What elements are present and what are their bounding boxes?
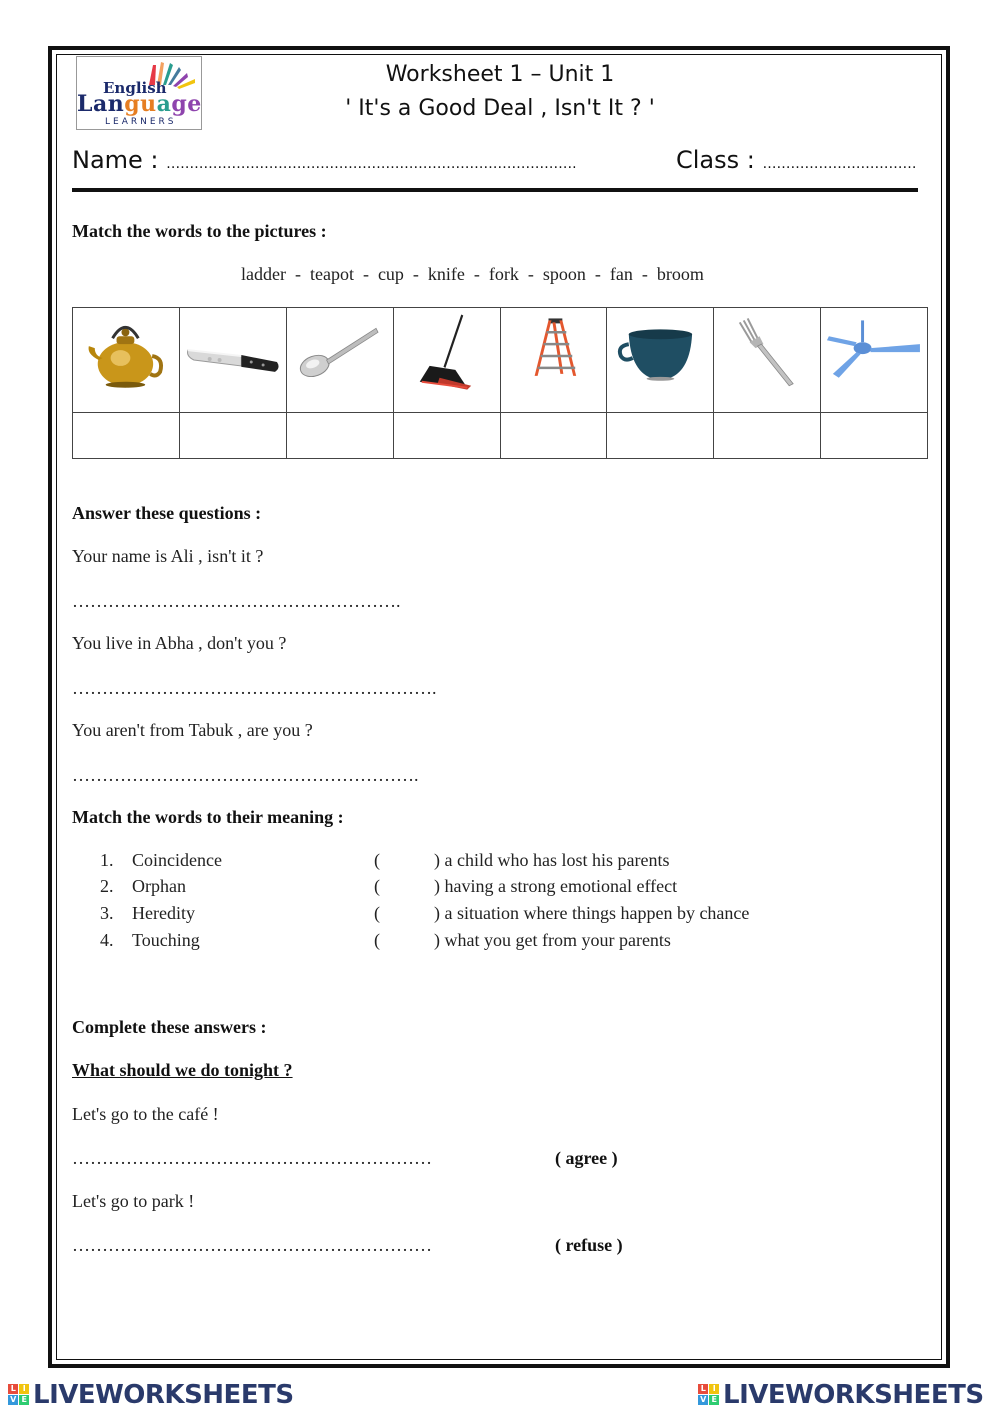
english-language-learners-logo (76, 56, 202, 130)
liveworksheets-logo-left (8, 1380, 294, 1410)
answer-line-1[interactable]: ………………………………………………. (72, 591, 401, 611)
section-complete-answers-heading: Complete these answers : (72, 1017, 267, 1037)
answer-cell[interactable] (821, 413, 928, 459)
reply-line-1[interactable]: …………………………………………………… (72, 1148, 432, 1168)
brand-text: LIVEWORKSHEETS (723, 1380, 984, 1410)
item-number: 2. (100, 876, 114, 896)
logo-line1: English (103, 79, 167, 97)
item-word: Orphan (132, 876, 186, 896)
section-match-meaning-heading: Match the words to their meaning : (72, 807, 344, 827)
answer-cell[interactable] (286, 413, 393, 459)
answer-cell[interactable] (607, 413, 714, 459)
suggestion-1: Let's go to the café ! (72, 1104, 219, 1124)
name-label: Name : (72, 146, 159, 174)
picture-cell (714, 308, 821, 413)
item-paren[interactable]: ( (374, 876, 380, 896)
answer-cell[interactable] (714, 413, 821, 459)
hint-refuse: ( refuse ) (555, 1235, 623, 1255)
item-word: Coincidence (132, 850, 222, 870)
liveworksheets-icon: L I V E (698, 1384, 720, 1406)
header-divider (72, 188, 918, 192)
item-meaning: ) a child who has lost his parents (434, 850, 670, 870)
logo-line2: Language (77, 91, 202, 117)
picture-cell (821, 308, 928, 413)
question-2: You live in Abha , don't you ? (72, 633, 287, 653)
picture-cell (500, 308, 607, 413)
section-complete-answers-subheading: What should we do tonight ? (72, 1060, 293, 1080)
brand-text: LIVEWORKSHEETS (33, 1380, 294, 1410)
picture-cell (393, 308, 500, 413)
item-number: 3. (100, 903, 114, 923)
liveworksheets-logo-right (698, 1380, 984, 1410)
item-paren[interactable]: ( (374, 850, 380, 870)
answer-line-3[interactable]: …………………………………………………. (72, 765, 419, 785)
worksheet-title: Worksheet 1 – Unit 1 (385, 62, 615, 87)
picture-cell (179, 308, 286, 413)
item-word: Touching (132, 930, 200, 950)
question-3: You aren't from Tabuk , are you ? (72, 720, 313, 740)
fork-icon (714, 308, 820, 412)
name-field[interactable]: ……………………………………………………………………………. (166, 156, 577, 172)
word-bank: ladder - teapot - cup - knife - fork - spoon - fan - broom (241, 264, 704, 284)
class-label: Class : (676, 146, 755, 174)
broom-icon (394, 308, 500, 412)
answer-cell[interactable] (393, 413, 500, 459)
picture-cell (73, 308, 180, 413)
answer-cell[interactable] (500, 413, 607, 459)
picture-cell (286, 308, 393, 413)
cup-icon (607, 308, 713, 412)
fan-icon (821, 308, 927, 412)
item-meaning: ) what you get from your parents (434, 930, 671, 950)
liveworksheets-icon: L I V E (8, 1384, 30, 1406)
item-paren[interactable]: ( (374, 930, 380, 950)
name-row (72, 146, 577, 174)
question-1: Your name is Ali , isn't it ? (72, 546, 264, 566)
teapot-icon (73, 308, 179, 412)
class-row (676, 146, 917, 174)
hint-agree: ( agree ) (555, 1148, 618, 1168)
logo-line3: LEARNERS (105, 117, 177, 127)
reply-line-2[interactable]: …………………………………………………… (72, 1235, 432, 1255)
item-number: 1. (100, 850, 114, 870)
section-answer-questions-heading: Answer these questions : (72, 503, 262, 523)
item-meaning: ) a situation where things happen by chance (434, 903, 750, 923)
item-word: Heredity (132, 903, 195, 923)
class-field[interactable]: …………………………… (762, 156, 917, 172)
worksheet-subtitle: ' It's a Good Deal , Isn't It ? ' (345, 96, 655, 121)
item-meaning: ) having a strong emotional effect (434, 876, 678, 896)
picture-matching-table (72, 307, 928, 459)
spoon-icon (287, 308, 393, 412)
item-paren[interactable]: ( (374, 903, 380, 923)
suggestion-2: Let's go to park ! (72, 1191, 195, 1211)
ladder-icon (501, 308, 607, 412)
answer-cell[interactable] (73, 413, 180, 459)
item-number: 4. (100, 930, 114, 950)
section-match-pictures-heading: Match the words to the pictures : (72, 221, 327, 241)
answer-cell[interactable] (179, 413, 286, 459)
knife-icon (180, 308, 286, 412)
picture-cell (607, 308, 714, 413)
answer-line-2[interactable]: ……………………………………………………. (72, 678, 437, 698)
